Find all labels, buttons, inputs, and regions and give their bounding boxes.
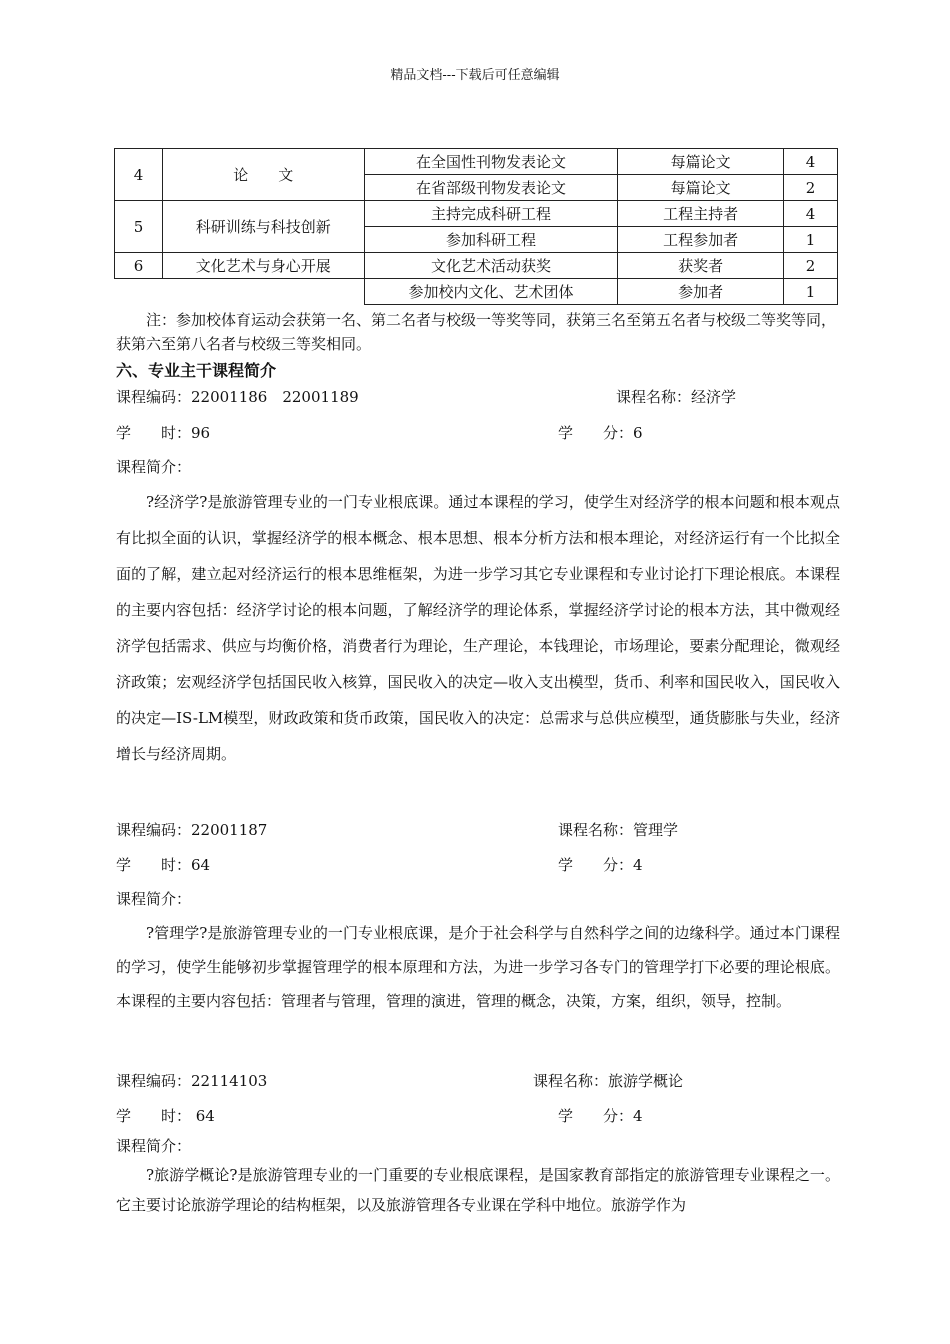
table-note: 注：参加校体育运动会获第一名、第二名者与校级一等奖等同，获第三名至第五名者与校级二等奖等同，获第六至第八名者与校级三等奖相同。 [116, 311, 837, 353]
table-cell-score: 2 [784, 175, 838, 201]
page-header: 精品文档---下载后可任意编辑 [390, 68, 560, 83]
course-name: 课程名称：管理学 [558, 821, 679, 839]
table-cell-item: 论 文 [162, 149, 364, 201]
course-credits: 学 分：6 [558, 424, 643, 442]
table-cell-no: 4 [115, 149, 163, 201]
intro-label: 课程简介： [116, 890, 192, 908]
table-cell-no: 6 [115, 253, 163, 279]
table-cell-score: 4 [784, 201, 838, 227]
table-row [115, 201, 838, 227]
table-cell-score: 2 [784, 253, 838, 279]
table-cell-sub: 主持完成科研工程 [364, 201, 618, 227]
table-row [115, 149, 838, 175]
table-cell-sub: 文化艺术活动获奖 [364, 253, 618, 279]
course-hours: 学 时： 64 [116, 1107, 215, 1125]
table-cell-sub: 在全国性刊物发表论文 [364, 149, 618, 175]
table-row [115, 253, 838, 279]
table-cell-unit: 获奖者 [618, 253, 784, 279]
table-cell-sub: 参加校内文化、艺术团体 [364, 279, 618, 305]
table-cell-empty [115, 279, 163, 305]
course-credits: 学 分：4 [558, 856, 643, 874]
course-hours: 学 时：96 [116, 424, 211, 442]
table-cell-unit: 参加者 [618, 279, 784, 305]
table-row [115, 279, 838, 305]
course-intro: ?管理学?是旅游管理专业的一门专业根底课，是介于社会科学与自然科学之间的边缘科学。通过本门课程的学习，使学生能够初步掌握管理学的根本原理和方法，为进一步学习各专门的管理学打下必要的理论根底。本课程的主要内容包括：管理者与管理，管理的演进，管理的概念，决策，方案，组织，领导，控制。 [116, 924, 840, 1010]
section-title: 六、专业主干课程简介 [116, 361, 277, 380]
intro-label: 课程简介： [116, 458, 192, 476]
table-cell-unit: 工程主持者 [618, 201, 784, 227]
table-cell-sub: 在省部级刊物发表论文 [364, 175, 618, 201]
table-cell-unit: 每篇论文 [618, 149, 784, 175]
table-cell-score: 1 [784, 227, 838, 253]
course-code: 课程编码：22114103 [116, 1072, 268, 1090]
table-cell-item: 文化艺术与身心开展 [162, 253, 364, 279]
table-cell-item: 科研训练与科技创新 [162, 201, 364, 253]
table-cell-unit: 每篇论文 [618, 175, 784, 201]
course-intro: ?旅游学概论?是旅游管理专业的一门重要的专业根底课程，是国家教育部指定的旅游管理专业课程之一。它主要讨论旅游学理论的结构框架，以及旅游管理各专业课在学科中地位。旅游学作为 [116, 1166, 840, 1214]
table-cell-score: 1 [784, 279, 838, 305]
intro-label: 课程简介： [116, 1137, 192, 1155]
table-cell-empty [162, 279, 364, 305]
course-credits: 学 分：4 [558, 1107, 643, 1125]
table-cell-no: 5 [115, 201, 163, 253]
course-intro: ?经济学?是旅游管理专业的一门专业根底课。通过本课程的学习，使学生对经济学的根本问题和根本观点有比拟全面的认识，掌握经济学的根本概念、根本思想、根本分析方法和根本理论，对经济运行有一个比拟全面的了解，建立起对经济运行的根本思维框架，为进一步学习其它专业课程和专业讨论打下理论根底。本课程的主要内容包括：经济学讨论的根本问题，了解经济学的理论体系，掌握经济学讨论的根本方法，其中微观经济学包括需求、供应与均衡价格，消费者行为理论，生产理论，本钱理论，市场理论，要素分配理论，微观经济政策；宏观经济学包括国民收入核算，国民收入的决定—收入支出模型，货币、利率和国民收入，国民收入的决定—IS-LM模型，财政政策和货币政策，国民收入的决定：总需求与总供应模型，通货膨胀与失业，经济增长与经济周期。 [116, 493, 840, 763]
course-hours: 学 时：64 [116, 856, 211, 874]
table-cell-unit: 工程参加者 [618, 227, 784, 253]
course-code: 课程编码：22001186 22001189 [116, 388, 359, 406]
course-name: 课程名称：旅游学概论 [533, 1072, 684, 1090]
course-name: 课程名称：经济学 [616, 388, 737, 406]
score-table [114, 148, 838, 305]
course-code: 课程编码：22001187 [116, 821, 268, 839]
table-cell-sub: 参加科研工程 [364, 227, 618, 253]
table-cell-score: 4 [784, 149, 838, 175]
